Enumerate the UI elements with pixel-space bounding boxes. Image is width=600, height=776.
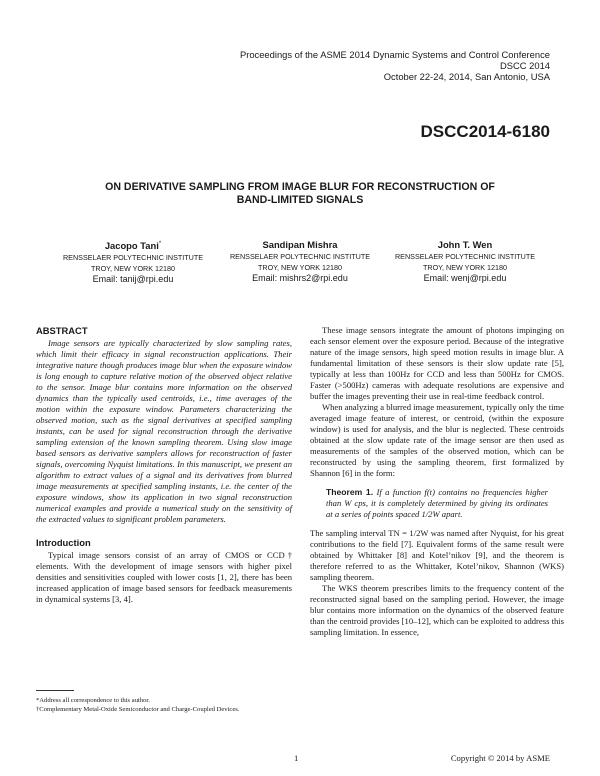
theorem	[310, 487, 564, 520]
copyright: Copyright © 2014 by ASME	[450, 753, 550, 763]
footnote: †Complementary Metal-Oxide Semiconductor and Charge-Coupled Devices.	[36, 706, 240, 713]
conference-short: DSCC 2014	[499, 60, 550, 71]
intro-text: Typical image sensors consist of an array of CMOS or CCD† elements. With the development of image sensors with higher pixel densities and sensitivities coupled with lower costs [1, 2], there has been increased application of image based sensors for feedback measurements in dynamical systems [3, 4].	[36, 550, 292, 604]
author-city: TROY, NEW YORK 12180	[257, 263, 343, 272]
left-column	[36, 325, 292, 605]
corresponding-mark: *	[158, 241, 162, 247]
author-affiliation: RENSSELAER POLYTECHNIC INSTITUTE	[229, 252, 371, 261]
title-line-2: BAND-LIMITED SIGNALS	[236, 194, 364, 206]
paper-code: DSCC2014-6180	[420, 122, 550, 141]
author-name: John T. Wen	[437, 239, 493, 250]
author-block	[380, 238, 550, 284]
author-name: Sandipan Mishra	[262, 239, 338, 250]
theorem-label: Theorem 1.	[326, 487, 374, 497]
author-block	[215, 238, 385, 284]
abstract-heading: ABSTRACT	[36, 325, 88, 336]
conference-date: October 22-24, 2014, San Antonio, USA	[383, 71, 550, 82]
author-affiliation: RENSSELAER POLYTECHNIC INSTITUTE	[394, 252, 536, 261]
conference-name: Proceedings of the ASME 2014 Dynamic Systems and Control Conference	[239, 49, 550, 60]
right-column	[310, 325, 564, 638]
footnote-rule	[36, 690, 74, 691]
author-block	[48, 238, 218, 285]
paragraph: These image sensors integrate the amount of photons impinging on each sensor element over the exposure period. Because of the integrative nature of the image sensors, high speed motion results in image blur. A fundamental limitation of these sensors is their slow update rate [5], typically at less than 100Hz for CCD and less than 500Hz for CMOS. Faster (>500Hz) cameras with adequate resolutions are expensive and buffer the images preventing their use in real-time feedback control.	[310, 325, 564, 401]
author-email: Email: mishrs2@rpi.edu	[252, 273, 348, 283]
abstract-text: Image sensors are typically characterized by slow sampling rates, which limit their efficacy in signal reconstruction applications. Their integrative nature though produces image blur when the exposure window is long enough to capture relative motion of the observed object relative to the sensor. Image blur contains more information on the observed dynamics than the typically used centroids, i.e., time averages of the motion within the exposure window. Parameters characterizing the observed motion, such as the signal derivatives at specified sampling instants, can be used for signal reconstruction through the derivative sampling extension of the known sampling theorem. Using slow image based sensors as derivative samplers allows for reconstruction of faster signals, overcoming Nyquist limitations. In this manuscript, we present an algorithm to extract values of a signal and its derivatives from blurred image measurements at specified sampling instants, i.e. the center of the exposure windows, show its application in two signal reconstruction numerical examples and provide a numerical study on the sensitivity of the extracted values to significant problem parameters.	[36, 338, 292, 524]
footnote: *Address all correspondence to this author.	[36, 697, 150, 704]
paragraph: The sampling interval TN = 1/2W was named after Nyquist, for his great contributions to the field [7]. Equivalent forms of the same result were obtained by Whittaker [8] and Kotel’nikov [9], and the theorem is therefore referred to as the Whittaker, Kotel’nikov, Shannon (WKS) sampling theorem.	[310, 528, 564, 582]
author-city: TROY, NEW YORK 12180	[422, 263, 508, 272]
paper-title	[60, 181, 540, 207]
author-name: Jacopo Tani	[104, 240, 159, 252]
author-email: Email: wenj@rpi.edu	[423, 273, 507, 283]
author-city: TROY, NEW YORK 12180	[90, 264, 176, 274]
author-email: Email: tanij@rpi.edu	[92, 274, 174, 285]
paragraph: When analyzing a blurred image measurement, typically only the time averaged image feature of interest, or centroid, (within the exposure window) is used for analysis, and the blur is neglected. These centroids obtained at the slow update rate of the image sensor are then used as measurements of the samples of the observed motion, which can be reconstructed by using the sampling theorem, first formalized by Shannon [6] in the form:	[310, 402, 564, 478]
intro-heading: Introduction	[36, 537, 91, 548]
theorem-text: If a function f(t) contains no frequencies higher than W cps, it is completely determined by giving its ordinates at a series of points spaced 1/2W apart.	[326, 487, 548, 519]
author-affiliation: RENSSELAER POLYTECHNIC INSTITUTE	[62, 253, 204, 263]
title-line-1: ON DERIVATIVE SAMPLING FROM IMAGE BLUR FOR RECONSTRUCTION OF	[105, 181, 495, 193]
page-number: 1	[294, 753, 299, 763]
footnotes	[36, 696, 296, 714]
paragraph: The WKS theorem prescribes limits to the frequency content of the reconstructed signal based on the sampling period. However, the image blur contains more information on the dynamics of the observed feature than the centroid provides [10–12], which can be exploited to address this sampling limitation. In essence,	[310, 583, 564, 637]
